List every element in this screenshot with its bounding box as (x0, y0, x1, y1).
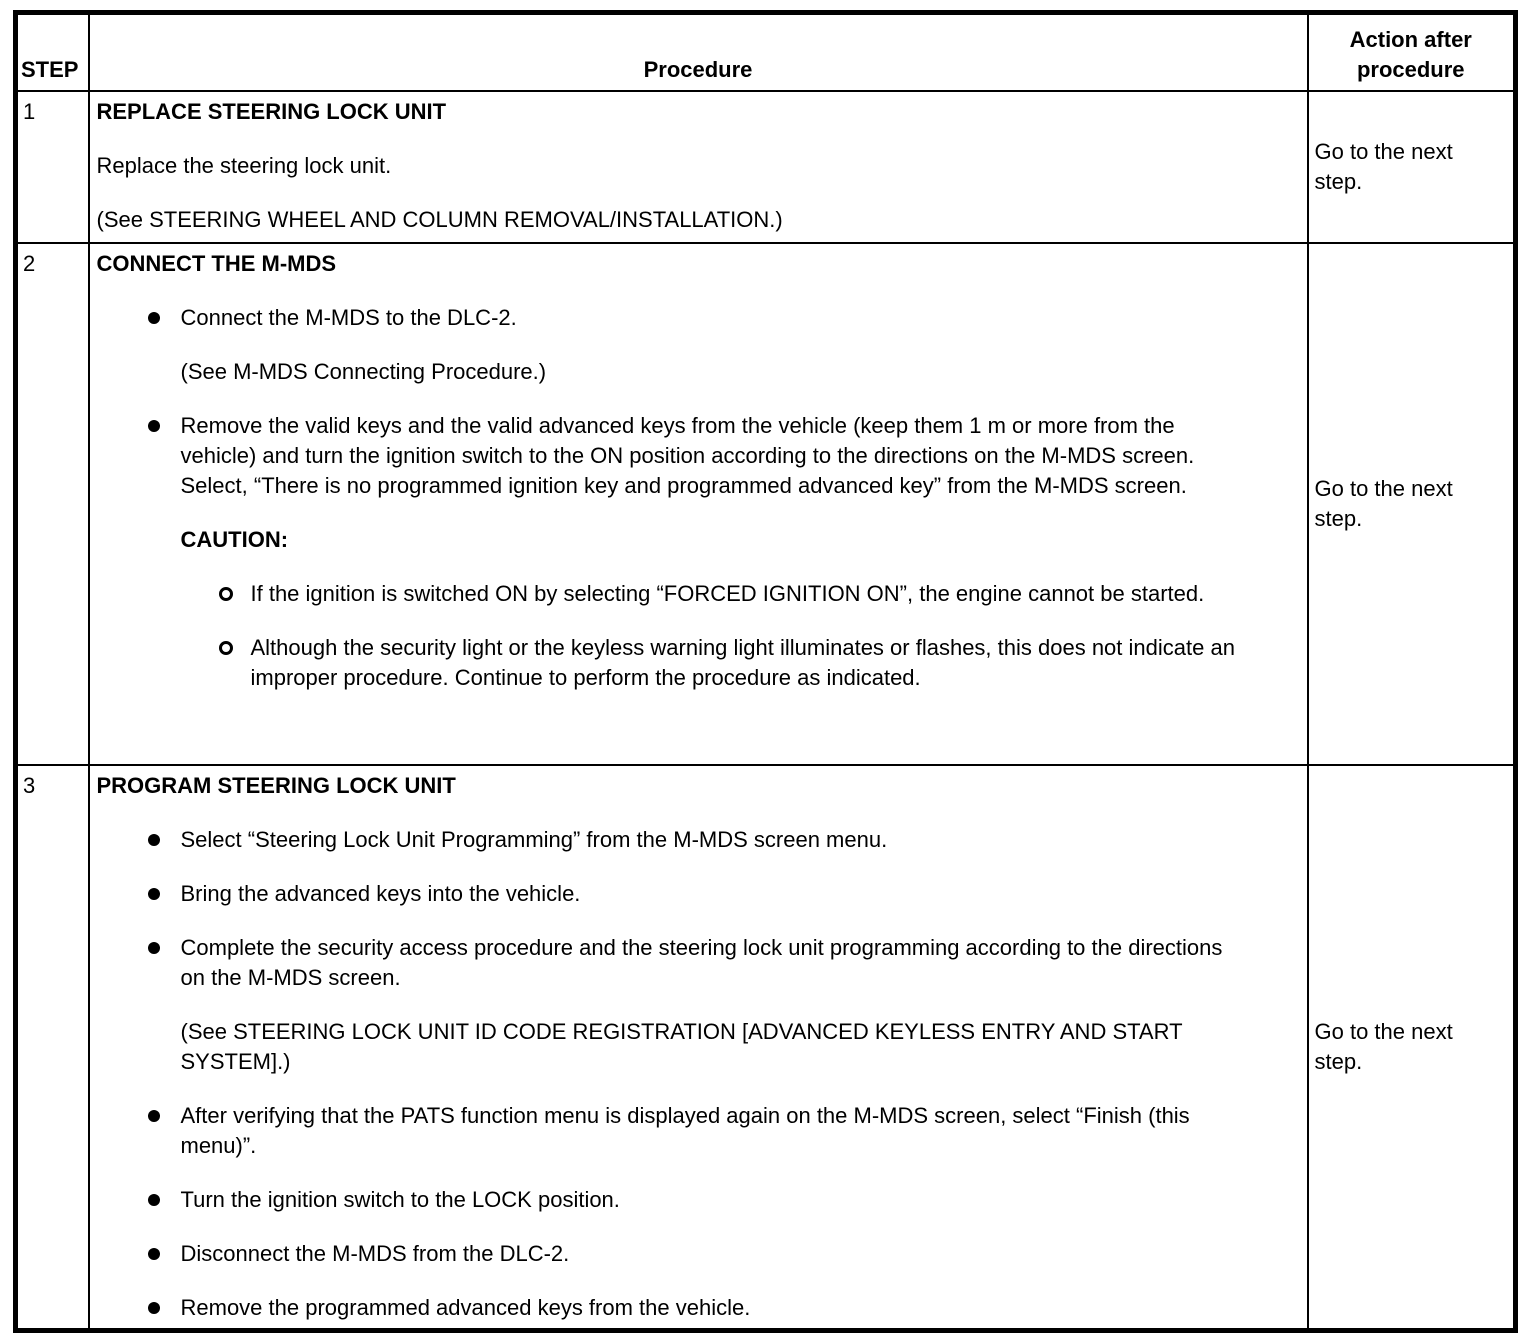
action-text-3: Go to the next step. (1314, 1018, 1453, 1074)
bullet-icon (148, 411, 181, 432)
column-header-step: STEP (16, 13, 89, 91)
procedure-reference: (See STEERING LOCK UNIT ID CODE REGISTRATION [ADVANCED KEYLESS ENTRY AND START SYSTEM].) (180, 1018, 1183, 1074)
bullet-item (97, 411, 1299, 501)
action-cell-3 (1308, 765, 1516, 1331)
bullet-item (97, 1101, 1299, 1161)
bullet-text: Remove the valid keys and the valid advanced keys from the vehicle (keep them 1 m or more from the vehicle) and turn the ignition switch to the ON position according to the directions on the M-MDS screen. Select, “There is no programmed ignition key and programmed advanced key” from the M-MDS screen. (180, 412, 1195, 498)
step-row-3 (16, 765, 1516, 1331)
bullet-text: Complete the security access procedure and the steering lock unit programming according to the directions on the M-MDS screen. (180, 934, 1223, 990)
procedure-text: Replace the steering lock unit. (96, 152, 392, 178)
bullet-text: After verifying that the PATS function menu is displayed again on the M-MDS screen, select “Finish (this menu)”. (180, 1102, 1190, 1158)
bullet-icon (148, 879, 181, 900)
bullet-item (97, 1185, 1299, 1215)
action-text-2: Go to the next step. (1314, 475, 1453, 531)
procedure-heading-2: CONNECT THE M-MDS (96, 250, 337, 276)
bullet-item (97, 303, 1299, 333)
bullet-text: Turn the ignition switch to the LOCK position. (180, 1186, 620, 1212)
procedure-cell-3 (89, 765, 1308, 1331)
bullet-item (97, 825, 1299, 855)
procedure-table (13, 10, 1518, 1333)
column-header-procedure: Procedure (89, 13, 1308, 91)
column-header-action: Action after procedure (1308, 13, 1516, 91)
action-cell-1 (1308, 91, 1516, 243)
step-row-2 (16, 243, 1516, 765)
procedure-cell-2 (89, 243, 1308, 765)
procedure-heading-1: REPLACE STEERING LOCK UNIT (96, 98, 447, 124)
procedure-reference: (See STEERING WHEEL AND COLUMN REMOVAL/INSTALLATION.) (96, 206, 783, 232)
caution-item (97, 579, 1299, 609)
step-number-3: 3 (16, 765, 89, 1331)
circle-bullet-icon (219, 579, 251, 601)
bullet-text: Disconnect the M-MDS from the DLC-2. (180, 1240, 570, 1266)
procedure-reference: (See M-MDS Connecting Procedure.) (180, 358, 547, 384)
circle-bullet-icon (219, 633, 251, 655)
bullet-icon (148, 1185, 181, 1206)
bullet-item (97, 879, 1299, 909)
bullet-item (97, 933, 1299, 993)
bullet-icon (148, 1293, 181, 1314)
bullet-icon (148, 1239, 181, 1260)
bullet-icon (148, 303, 181, 324)
bullet-icon (148, 825, 181, 846)
bullet-text: Bring the advanced keys into the vehicle. (180, 880, 581, 906)
step-row-1 (16, 91, 1516, 243)
header-row (16, 13, 1516, 91)
procedure-cell-1 (89, 91, 1308, 243)
bullet-item (97, 1239, 1299, 1269)
step-number-2: 2 (16, 243, 89, 765)
action-text-1: Go to the next step. (1314, 138, 1453, 194)
caution-text: If the ignition is switched ON by selecting “FORCED IGNITION ON”, the engine cannot be started. (250, 580, 1205, 606)
bullet-icon (148, 1101, 181, 1122)
step-number-1: 1 (16, 91, 89, 243)
action-cell-2 (1308, 243, 1516, 765)
bullet-item (97, 1293, 1299, 1323)
bullet-text: Remove the programmed advanced keys from the vehicle. (180, 1294, 751, 1320)
bullet-text: Select “Steering Lock Unit Programming” from the M-MDS screen menu. (180, 826, 888, 852)
caution-item (97, 633, 1299, 693)
caution-heading: CAUTION: (180, 526, 289, 552)
procedure-heading-3: PROGRAM STEERING LOCK UNIT (96, 772, 456, 798)
caution-text: Although the security light or the keyless warning light illuminates or flashes, this does not indicate an improper procedure. Continue to perform the procedure as indicated. (250, 634, 1235, 690)
bullet-icon (148, 933, 181, 954)
bullet-text: Connect the M-MDS to the DLC-2. (180, 304, 517, 330)
